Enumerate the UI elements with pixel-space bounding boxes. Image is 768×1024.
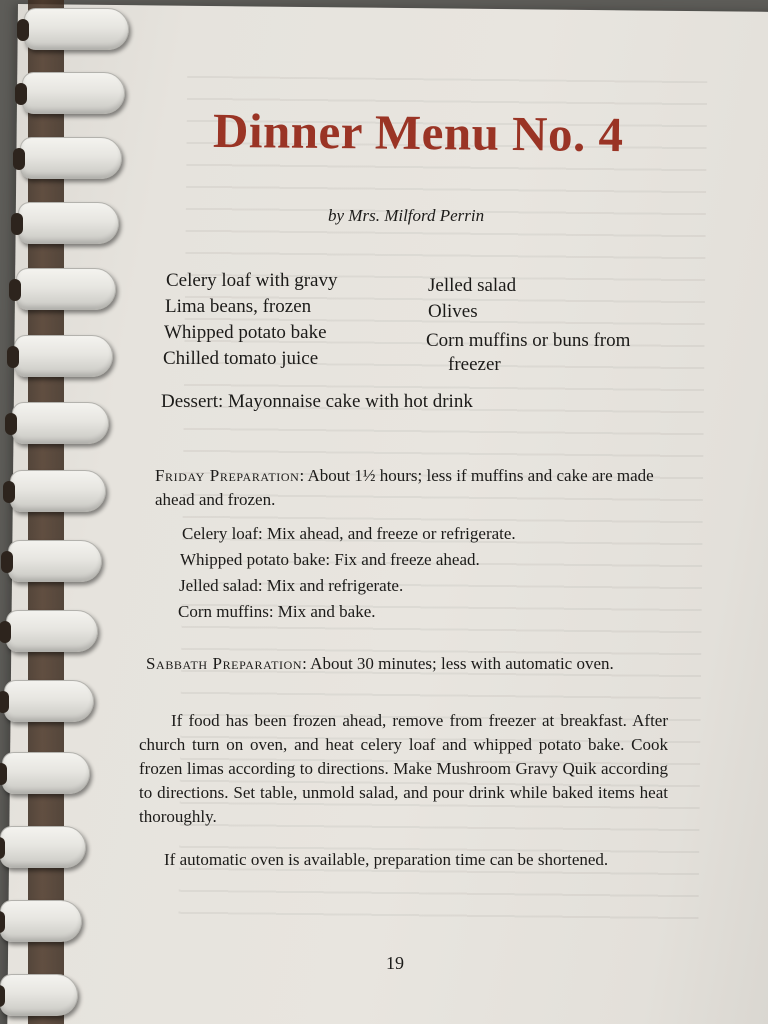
menu-item: Whipped potato bake: [164, 322, 327, 343]
menu-item: Corn muffins or buns from: [426, 330, 631, 351]
menu-item: Celery loaf with gravy: [166, 270, 338, 291]
friday-item: Celery loaf: Mix ahead, and freeze or refrigerate.: [182, 524, 516, 543]
page-number: 19: [386, 953, 404, 973]
sabbath-text: : About 30 minutes; less with automatic oven.: [302, 654, 614, 673]
friday-item: Jelled salad: Mix and refrigerate.: [179, 576, 404, 595]
sabbath-preparation: [146, 652, 668, 676]
menu-item: Olives: [428, 301, 478, 322]
sabbath-heading: Sabbath Preparation: [146, 654, 303, 673]
menu-item: Lima beans, frozen: [165, 296, 312, 317]
friday-item: Corn muffins: Mix and bake.: [178, 602, 376, 621]
menu-item: Jelled salad: [428, 275, 517, 296]
sabbath-paragraph: If food has been frozen ahead, remove from freezer at breakfast. After church turn on oven, and heat celery loaf and whipped potato bake. Cook frozen limas according to directions. Make Mushroom Gravy Quik according to directions. Set table, unmold salad, and pour drink while baked items heat thoroughly.: [139, 711, 668, 826]
friday-preparation: [155, 464, 669, 512]
byline: by Mrs. Milford Perrin: [328, 206, 485, 225]
friday-text: : About 1½ hours; less if muffins and cake are made ahead and frozen.: [155, 466, 654, 509]
friday-item: Whipped potato bake: Fix and freeze ahead.: [180, 550, 480, 569]
dessert-line: Dessert: Mayonnaise cake with hot drink: [161, 391, 473, 412]
page-title: Dinner Menu No. 4: [212, 102, 624, 163]
menu-item: freezer: [448, 354, 501, 375]
menu-item: Chilled tomato juice: [163, 348, 319, 369]
sabbath-paragraph: If automatic oven is available, preparation time can be shortened.: [164, 850, 609, 869]
friday-heading: Friday Preparation: [155, 466, 300, 485]
